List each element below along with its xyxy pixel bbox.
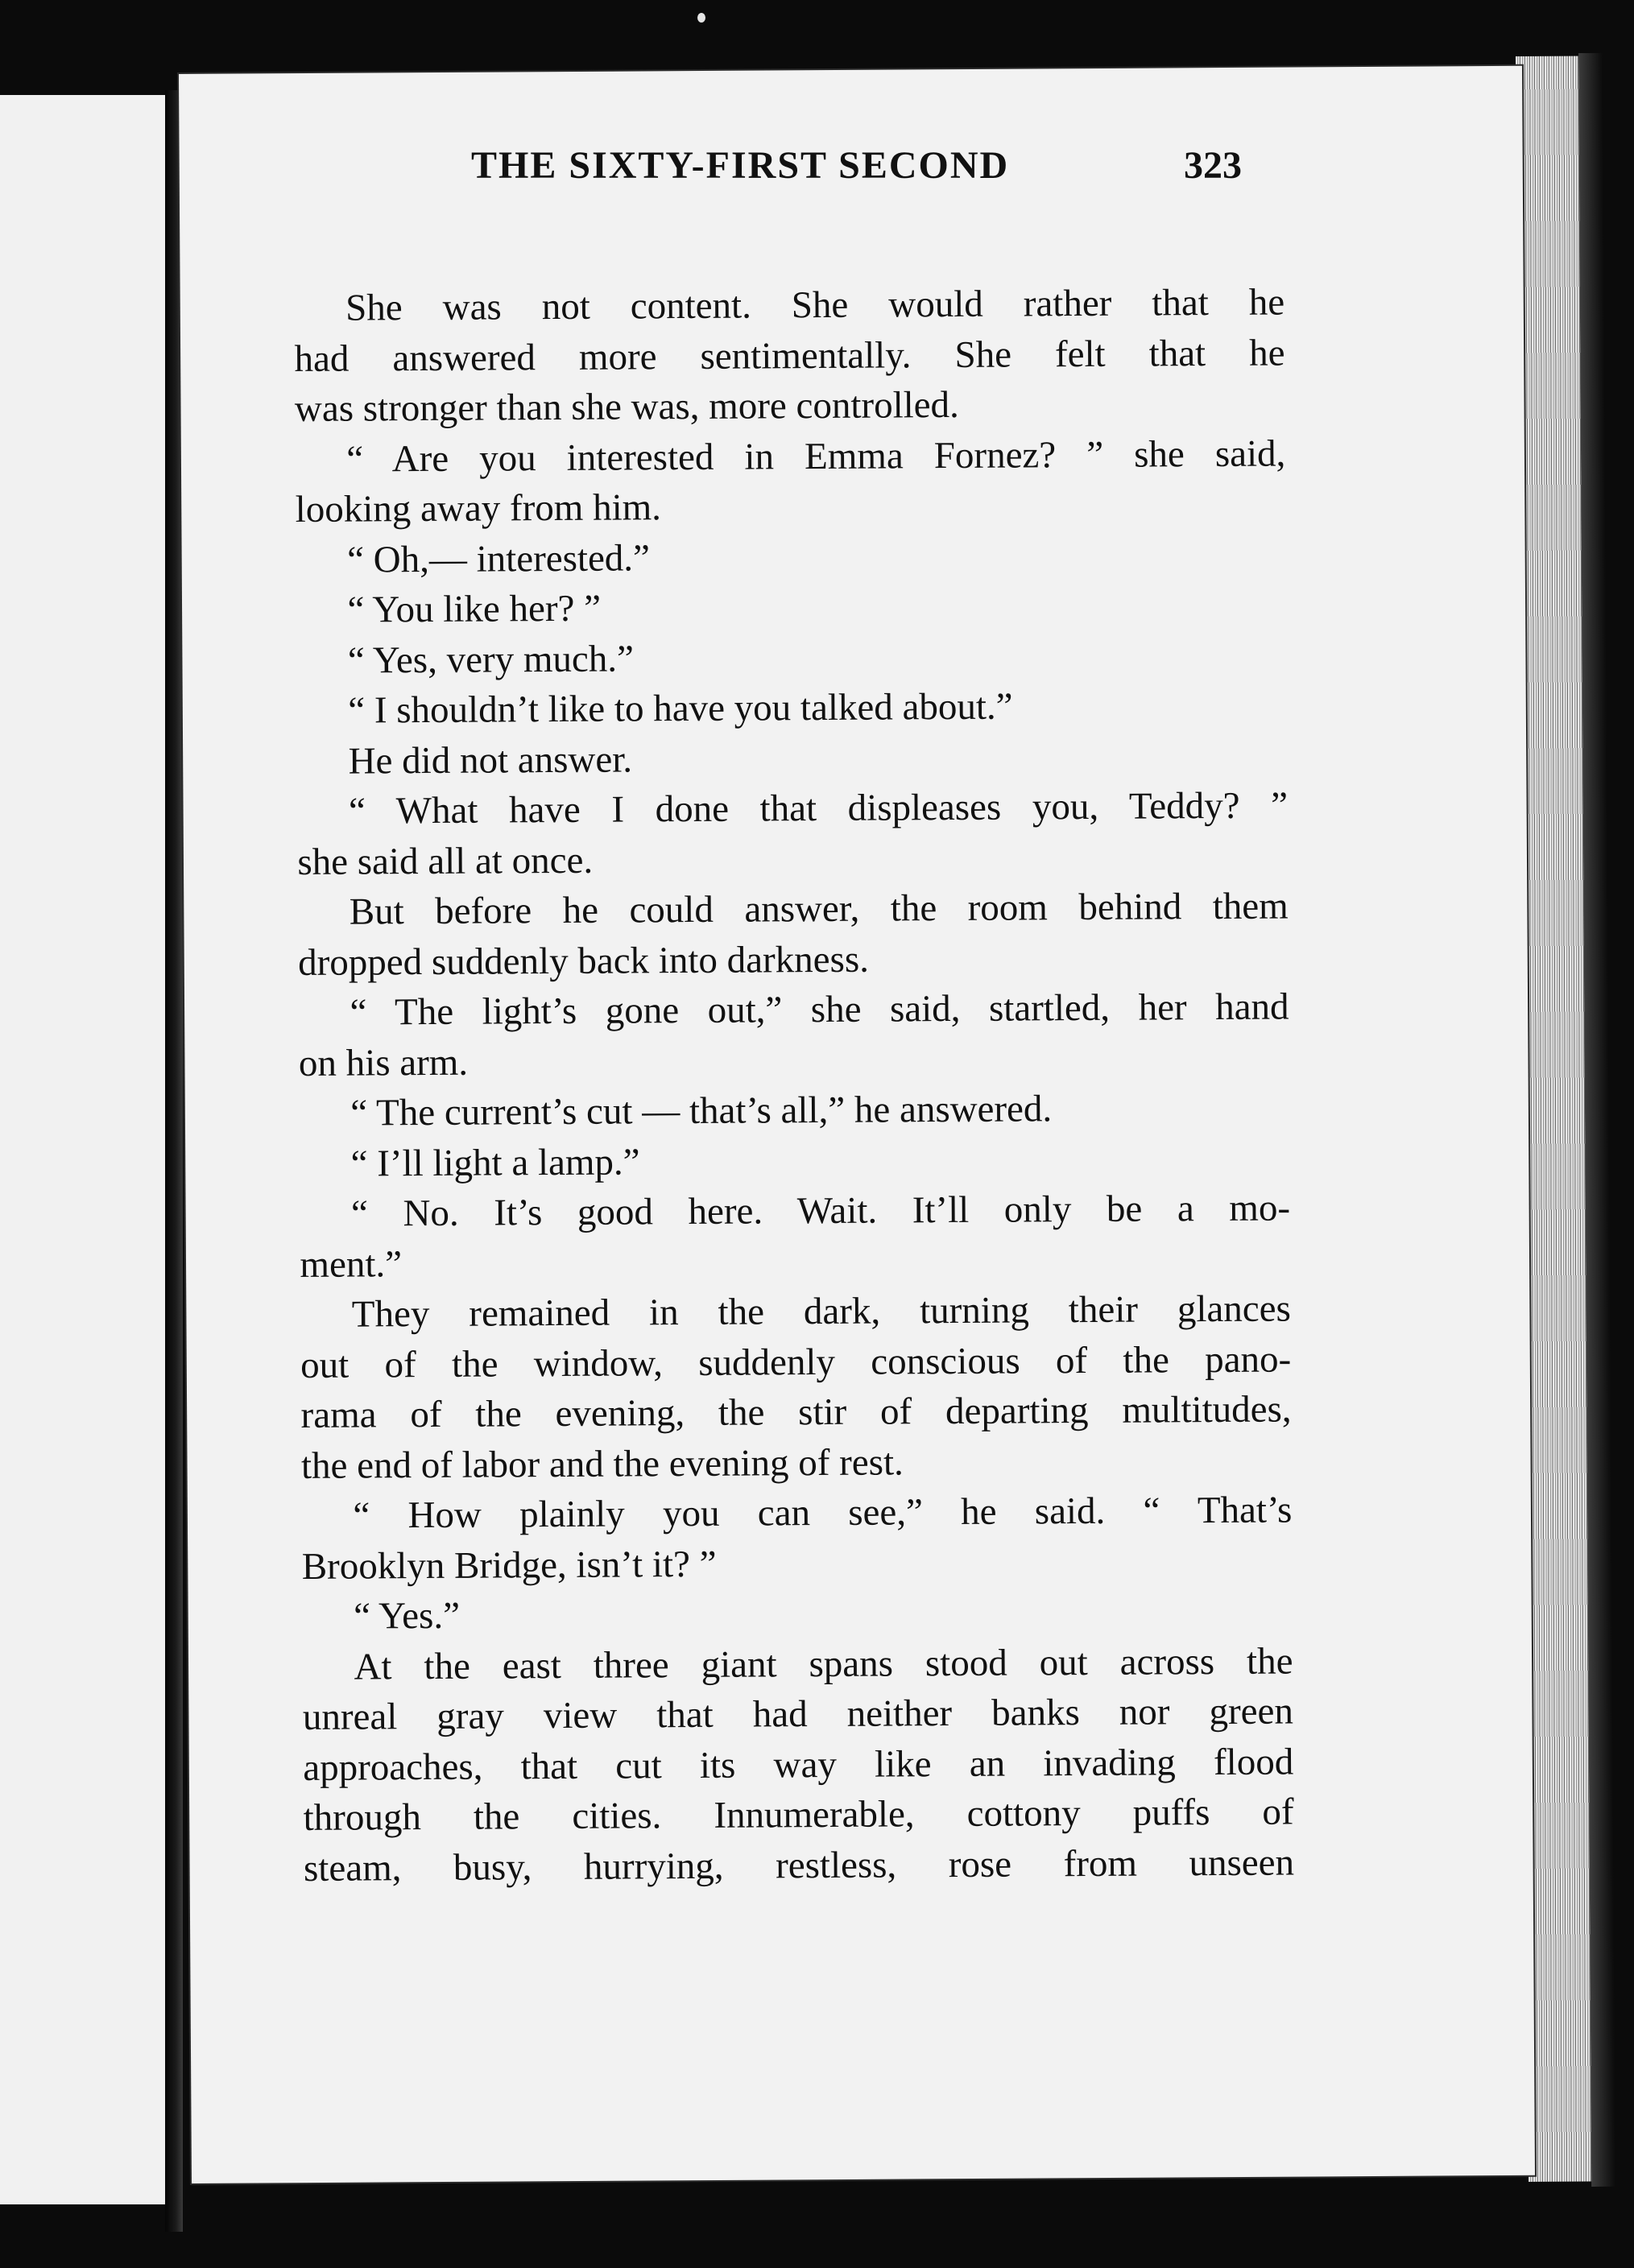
text-line: she said all at once. — [297, 839, 594, 883]
text-line: “ Are you interested in Emma Fornez? ” she said, — [346, 432, 1286, 481]
text-line: unreal gray view that had neither banks nor green — [302, 1690, 1294, 1738]
text-line: was stronger than she was, more controlled. — [294, 383, 959, 430]
text-line: Brooklyn Bridge, isn’t it? ” — [301, 1543, 717, 1588]
text-line: steam, busy, hurrying, restless, rose from unseen — [303, 1840, 1295, 1890]
running-head — [290, 143, 1272, 208]
scan-speck — [697, 13, 705, 23]
text-line: looking away from him. — [295, 486, 662, 531]
text-line: “ I’ll light a lamp.” — [350, 1140, 640, 1185]
text-line: But before he could answer, the room behind them — [349, 885, 1289, 933]
text-line: had answered more sentimentally. She felt that he — [294, 331, 1285, 380]
text-line: “ Oh,— interested.” — [346, 536, 651, 581]
text-line: out of the window, suddenly conscious of the pano- — [300, 1337, 1292, 1386]
text-line: on his arm. — [298, 1041, 469, 1084]
text-line: rama of the evening, the stir of departing multitudes, — [300, 1388, 1292, 1436]
text-line: “ The light’s gone out,” she said, startled, her hand — [350, 985, 1289, 1034]
text-line: the end of labor and the evening of rest. — [300, 1440, 904, 1487]
page-number: 323 — [1184, 144, 1242, 187]
text-line: They remained in the dark, turning their glances — [351, 1287, 1291, 1336]
text-line: through the cities. Innumerable, cottony puffs of — [303, 1791, 1294, 1839]
text-line: “ I shouldn’t like to have you talked about.” — [348, 685, 1013, 732]
text-line: At the east three giant spans stood out across the — [354, 1639, 1293, 1688]
text-line: approaches, that cut its way like an invading flood — [303, 1740, 1294, 1789]
text-line: “ The current’s cut — that’s all,” he answered. — [350, 1088, 1053, 1134]
left-facing-page — [0, 95, 168, 2204]
text-line: “ How plainly you can see,” he said. “ That’s — [353, 1489, 1293, 1537]
text-line: “ What have I done that displeases you, Teddy? ” — [348, 784, 1289, 832]
body-text — [294, 277, 1294, 1893]
text-line: “ No. It’s good here. Wait. It’ll only be a mo- — [350, 1187, 1291, 1235]
running-title: THE SIXTY-FIRST SECOND — [471, 144, 1010, 187]
text-line: ment.” — [300, 1242, 403, 1286]
text-line: He did not answer. — [348, 737, 633, 783]
text-line: “ You like her? ” — [347, 587, 602, 631]
text-line: She was not content. She would rather that he — [345, 281, 1285, 329]
text-line: dropped suddenly back into darkness. — [297, 938, 870, 984]
text-line: “ Yes, very much.” — [347, 637, 635, 682]
text-line: “ Yes.” — [353, 1594, 461, 1638]
